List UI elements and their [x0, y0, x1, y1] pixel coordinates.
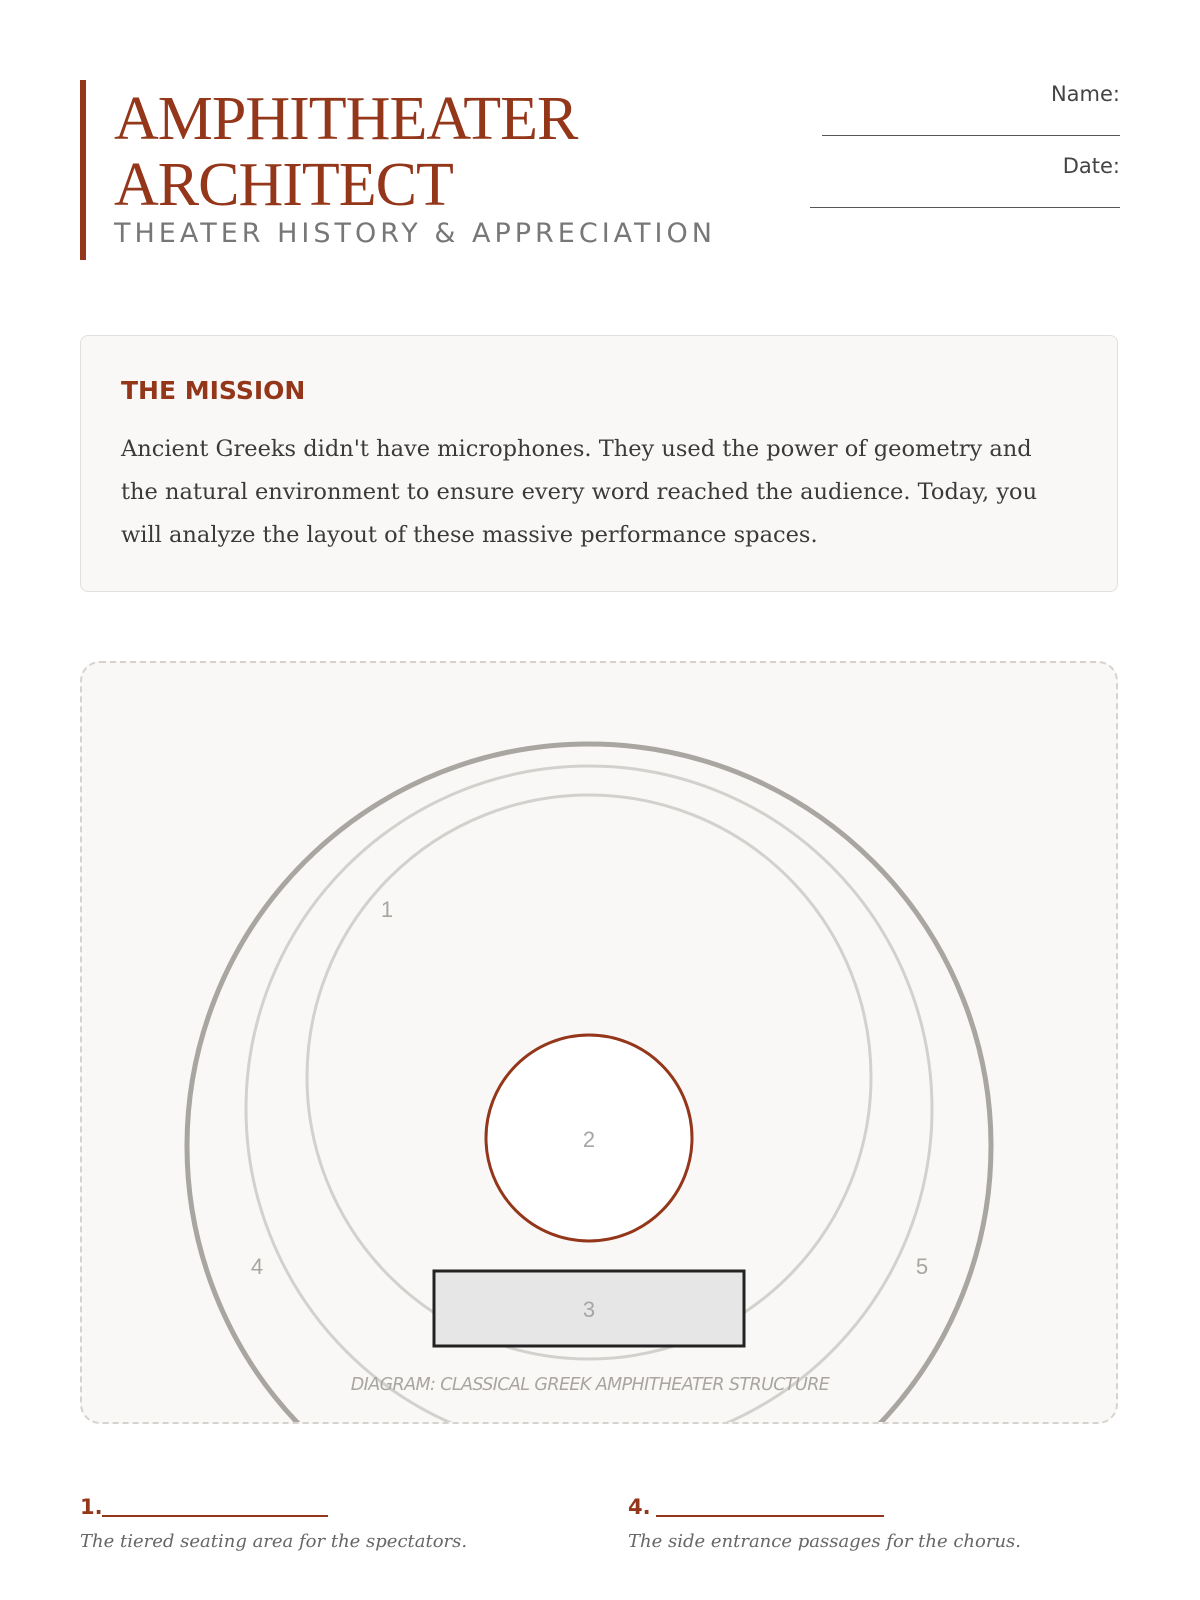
answer-description-4: The side entrance passages for the chorus. — [628, 1531, 1022, 1552]
diagram-label-3: 3 — [582, 1297, 596, 1322]
mission-text: Ancient Greeks didn't have microphones. They used the power of geometry and the natural environment to ensure every word reached the audience. Today, you will analyze the layout of these massive performance spaces. — [121, 436, 1038, 548]
name-field[interactable] — [822, 135, 1120, 136]
answer-blank-1[interactable] — [102, 1515, 328, 1517]
answer-number-4: 4. — [628, 1495, 651, 1519]
title-accent-bar — [80, 80, 86, 260]
date-label: Date: — [1062, 154, 1120, 178]
diagram-caption: DIAGRAM: CLASSICAL GREEK AMPHITHEATER STRUCTURE — [350, 1375, 830, 1395]
mission-box — [80, 335, 1118, 592]
mission-heading: THE MISSION — [121, 376, 306, 405]
worksheet-title — [114, 86, 714, 218]
answer-description-1: The tiered seating area for the spectators. — [80, 1531, 468, 1552]
title-line-2: ARCHITECT — [114, 151, 453, 219]
student-info — [790, 80, 1120, 230]
amphitheater-diagram — [80, 661, 1118, 1424]
diagram-label-1: 1 — [380, 897, 394, 922]
answer-number-1: 1. — [80, 1495, 103, 1519]
answer-blank-4[interactable] — [656, 1515, 884, 1517]
title-line-1: AMPHITHEATER — [114, 85, 578, 153]
date-field[interactable] — [810, 207, 1120, 208]
amphitheater-svg — [82, 663, 1116, 1422]
diagram-label-4: 4 — [250, 1254, 264, 1279]
name-label: Name: — [1050, 82, 1120, 106]
worksheet-subtitle: THEATER HISTORY & APPRECIATION — [114, 218, 716, 249]
worksheet-header — [80, 80, 1120, 260]
diagram-label-2: 2 — [582, 1127, 596, 1152]
diagram-label-5: 5 — [915, 1254, 929, 1279]
